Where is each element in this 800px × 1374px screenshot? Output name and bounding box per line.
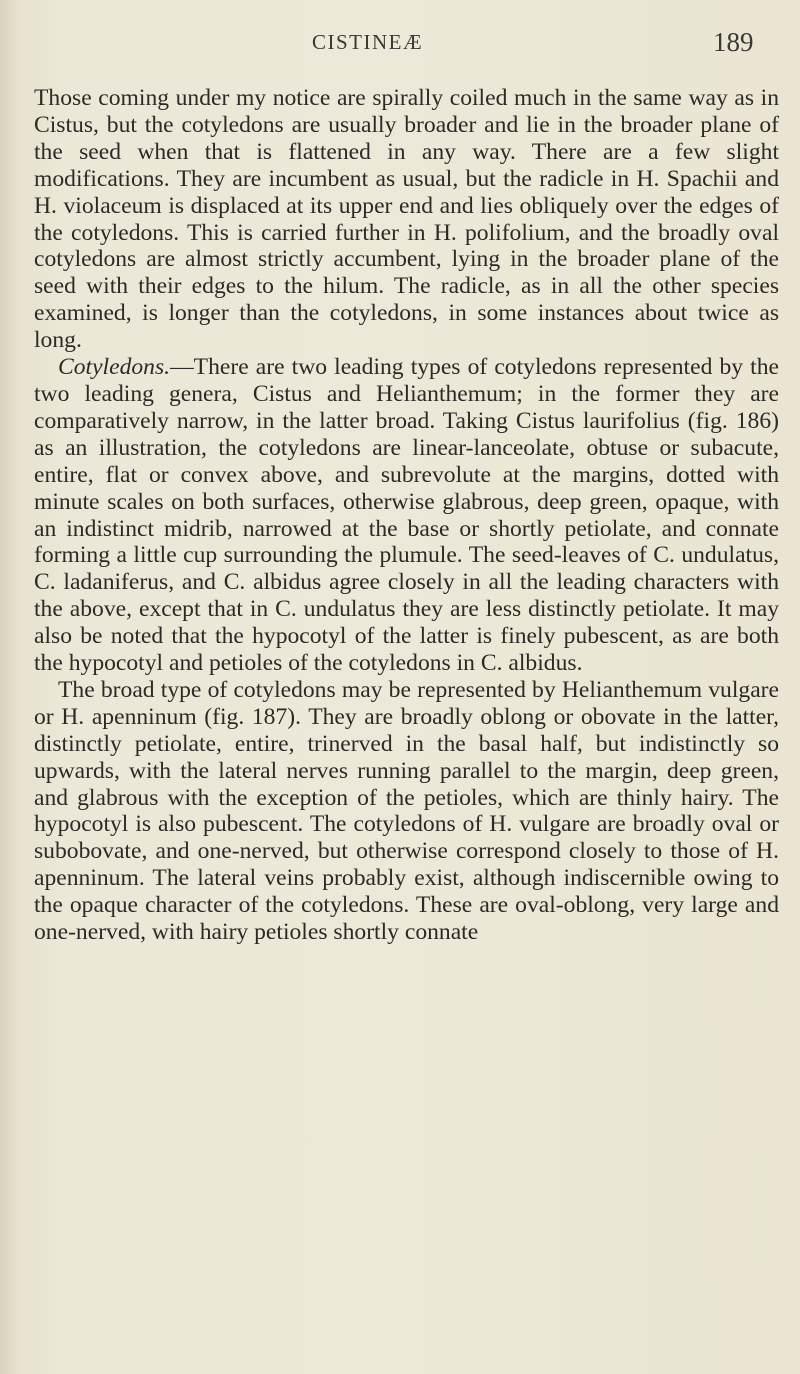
paragraph-2 (34, 354, 779, 677)
running-head (0, 0, 800, 70)
paragraph-1-text: Those coming under my notice are spirally coiled much in the same way as in Cistus, but the cotyledons are usually broader and lie in the broader plane of the seed when that is flattened in any way. There are a few slight modifications. They are incumbent as usual, but the radicle in H. Spachii and H. violaceum is displaced at its upper end and lies obliquely over the edges of the cotyledons. This is carried further in H. polifolium, and the broadly oval cotyledons are almost strictly accumbent, lying in the broader plane of the seed with their edges to the hilum. The radicle, as in all the other species examined, is longer than the cotyledons, in some instances about twice as long. (34, 85, 779, 354)
body-text (34, 85, 779, 946)
paragraph-2-lead: Cotyledons. (58, 354, 171, 381)
paragraph-2-text: —There are two leading types of cotyledons represented by the two leading genera, Cistus and Helianthemum; in the former they are comparatively narrow, in the latter broad. Taking Cistus laurifolius (fig. 186) as an illustration, the cotyledons are linear-lanceolate, obtuse or subacute, entire, flat or convex above, and subrevolute at the margins, dotted with minute scales on both surfaces, otherwise glabrous, deep green, opaque, with an indistinct midrib, narrowed at the base or shortly petiolate, and connate forming a little cup surrounding the plumule. The seed-leaves of C. undulatus, C. ladaniferus, and C. albidus agree closely in all the leading characters with the above, except that in C. undulatus they are less distinctly petiolate. It may also be noted that the hypocotyl of the latter is finely pubescent, as are both the hypocotyl and petioles of the cotyledons in C. albidus. (34, 354, 779, 677)
page-number: 189 (713, 27, 754, 57)
running-head-title: CISTINEÆ (312, 30, 424, 54)
paragraph-1 (34, 85, 779, 354)
paragraph-3 (34, 677, 779, 946)
gutter-shadow (0, 0, 18, 1374)
paragraph-3-text: The broad type of cotyledons may be represented by Helianthemum vulgare or H. apenninum (fig. 187). They are broadly oblong or obovate in the latter, distinctly petiolate, entire, trinerved in the basal half, but indistinctly so upwards, with the lateral nerves running parallel to the margin, deep green, and glabrous with the exception of the petioles, which are thinly hairy. The hypocotyl is also pubescent. The cotyledons of H. vulgare are broadly oval or subobovate, and one-nerved, but otherwise correspond closely to those of H. apenninum. The lateral veins probably exist, although indiscernible owing to the opaque character of the cotyledons. These are oval-oblong, very large and one-nerved, with hairy petioles shortly connate (34, 676, 779, 946)
